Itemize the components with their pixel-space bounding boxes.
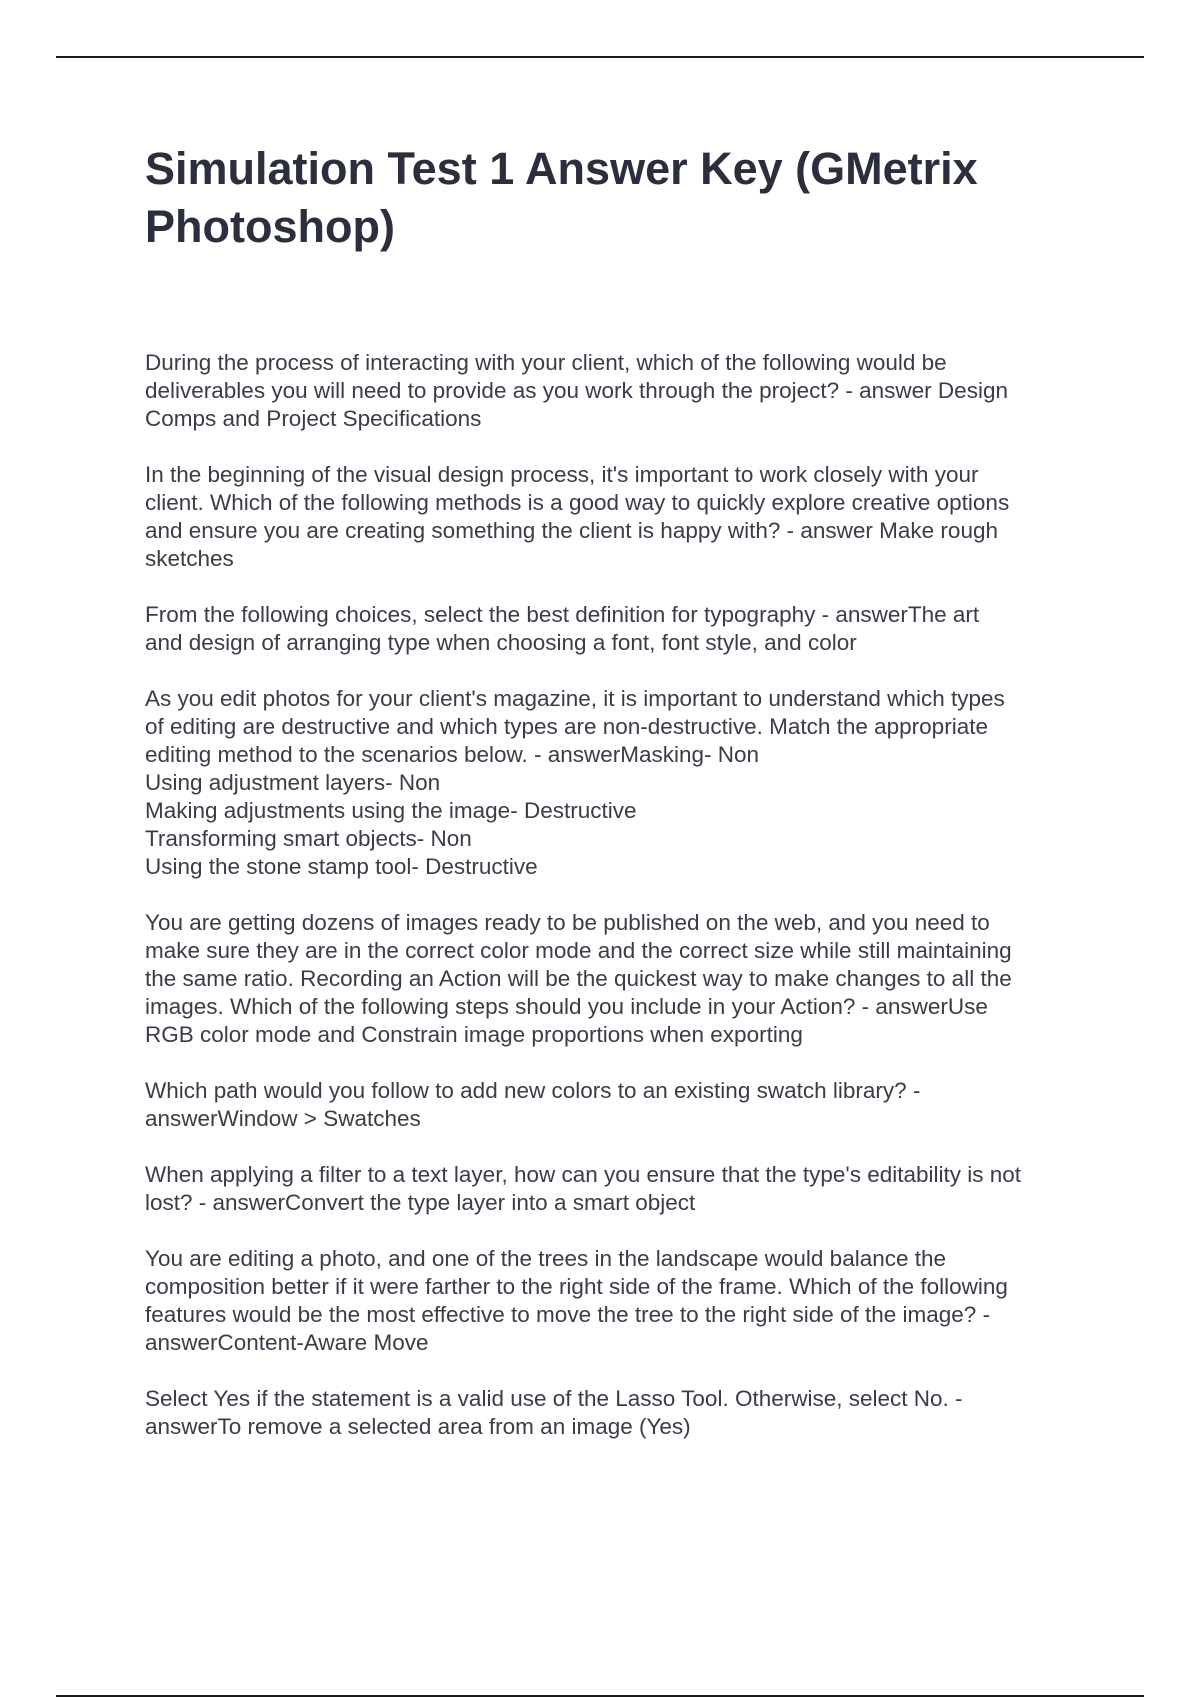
qa-line: client. Which of the following methods is a good way to quickly explore creative options [145, 490, 1010, 515]
qa-item [145, 1077, 1095, 1133]
qa-list [145, 349, 1095, 1441]
qa-item [145, 461, 1095, 573]
document-body [145, 140, 1095, 1469]
qa-line: Making adjustments using the image- Destructive [145, 798, 637, 823]
qa-line: of editing are destructive and which types are non-destructive. Match the appropriate [145, 714, 988, 739]
qa-line: and ensure you are creating something the client is happy with? - answer Make rough [145, 518, 998, 543]
qa-line: Using the stone stamp tool- Destructive [145, 854, 538, 879]
qa-line: make sure they are in the correct color mode and the correct size while still maintaining [145, 938, 1012, 963]
qa-line: answerContent-Aware Move [145, 1330, 429, 1355]
qa-line: the same ratio. Recording an Action will be the quickest way to make changes to all the [145, 966, 1012, 991]
qa-item [145, 909, 1095, 1049]
qa-item [145, 685, 1095, 881]
qa-line: Which path would you follow to add new colors to an existing swatch library? - [145, 1078, 921, 1103]
document-title: Simulation Test 1 Answer Key (GMetrix Photoshop) [145, 143, 978, 252]
qa-line: In the beginning of the visual design process, it's important to work closely with your [145, 462, 979, 487]
qa-item [145, 601, 1095, 657]
qa-line: features would be the most effective to move the tree to the right side of the image? - [145, 1302, 991, 1327]
bottom-rule [56, 1695, 1144, 1697]
qa-line: During the process of interacting with your client, which of the following would be [145, 350, 947, 375]
qa-item [145, 1161, 1095, 1217]
qa-line: Comps and Project Specifications [145, 406, 482, 431]
qa-line: composition better if it were farther to the right side of the frame. Which of the following [145, 1274, 1008, 1299]
qa-item [145, 1245, 1095, 1357]
qa-line: Select Yes if the statement is a valid use of the Lasso Tool. Otherwise, select No. - [145, 1386, 963, 1411]
qa-line: editing method to the scenarios below. - answerMasking- Non [145, 742, 760, 767]
qa-line: sketches [145, 546, 234, 571]
qa-line: Using adjustment layers- Non [145, 770, 441, 795]
qa-line: images. Which of the following steps should you include in your Action? - answerUse [145, 994, 988, 1019]
qa-line: RGB color mode and Constrain image proportions when exporting [145, 1022, 803, 1047]
qa-line: answerWindow > Swatches [145, 1106, 421, 1131]
qa-line: Transforming smart objects- Non [145, 826, 472, 851]
qa-line: lost? - answerConvert the type layer into a smart object [145, 1190, 696, 1215]
qa-line: and design of arranging type when choosing a font, font style, and color [145, 630, 857, 655]
qa-line: You are editing a photo, and one of the trees in the landscape would balance the [145, 1246, 947, 1271]
qa-item [145, 1385, 1095, 1441]
qa-line: From the following choices, select the best definition for typography - answerThe art [145, 602, 980, 627]
qa-line: As you edit photos for your client's magazine, it is important to understand which types [145, 686, 1005, 711]
qa-line: When applying a filter to a text layer, how can you ensure that the type's editability is not [145, 1162, 1022, 1187]
qa-item [145, 349, 1095, 433]
qa-line: answerTo remove a selected area from an image (Yes) [145, 1414, 691, 1439]
qa-line: You are getting dozens of images ready to be published on the web, and you need to [145, 910, 990, 935]
qa-line: deliverables you will need to provide as you work through the project? - answer Design [145, 378, 1008, 403]
top-rule [56, 56, 1144, 58]
